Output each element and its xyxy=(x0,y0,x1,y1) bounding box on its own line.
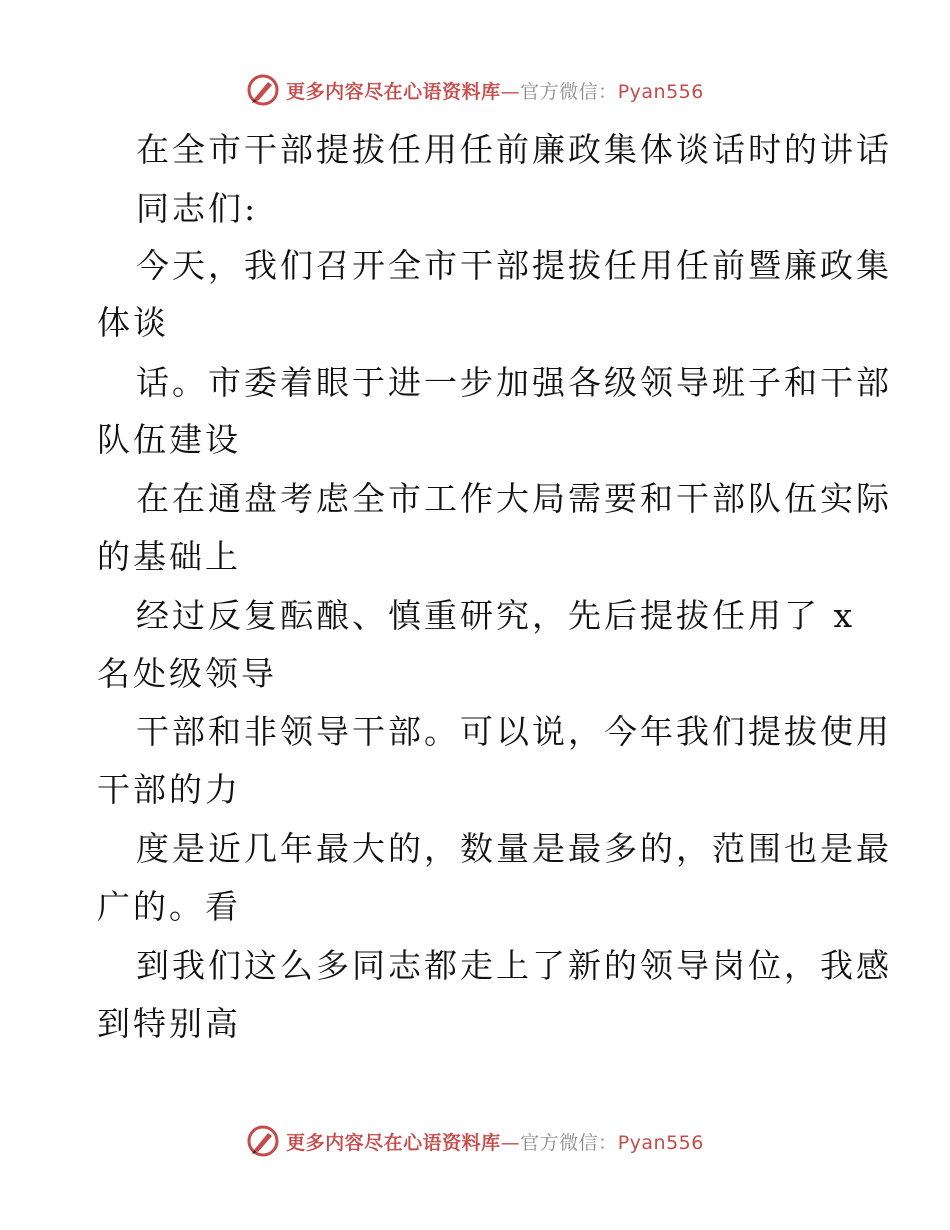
paragraph-line: 干部的力 xyxy=(97,770,241,809)
paragraph-line: 经过反复酝酿、慎重研究，先后提拔任用了 x xyxy=(136,596,856,635)
paragraph-line: 在在通盘考虑全市工作大局需要和干部队伍实际 xyxy=(136,479,892,518)
paragraph-line: 干部和非领导干部。可以说，今年我们提拔使用 xyxy=(136,712,892,751)
paragraph-line: 到我们这么多同志都走上了新的领导岗位，我感 xyxy=(136,946,892,985)
footer-banner-dash: — xyxy=(500,1131,521,1154)
footer-banner-content xyxy=(246,1124,704,1158)
paragraph-line: 广的。看 xyxy=(97,887,241,926)
paragraph-line: 体谈 xyxy=(97,303,169,342)
paragraph-line: 的基础上 xyxy=(97,537,241,576)
pen-circle-logo-icon xyxy=(246,1124,280,1158)
paragraph-line: 度是近几年最大的，数量是最多的，范围也是最 xyxy=(136,829,892,868)
paragraph-line: 话。市委着眼于进一步加强各级领导班子和干部 xyxy=(136,363,892,402)
header-banner-text xyxy=(286,77,704,104)
pen-circle-logo-icon xyxy=(246,73,280,107)
header-banner-content xyxy=(246,73,704,107)
header-banner-dash: — xyxy=(500,80,521,103)
header-banner-handle: Pyan556 xyxy=(617,80,704,103)
footer-banner xyxy=(0,1119,950,1163)
header-banner-main: 更多内容尽在心语资料库 xyxy=(286,80,501,103)
salutation: 同志们: xyxy=(136,189,259,228)
footer-banner-label: 官方微信： xyxy=(520,1131,618,1154)
document-title: 在全市干部提拔任用任前廉政集体谈话时的讲话 xyxy=(136,130,892,169)
paragraph-line: 到特别高 xyxy=(97,1004,241,1043)
paragraph-line: 今天，我们召开全市干部提拔任用任前暨廉政集 xyxy=(136,246,892,285)
footer-banner-text xyxy=(286,1128,704,1155)
paragraph-line: 队伍建设 xyxy=(97,420,241,459)
footer-banner-handle: Pyan556 xyxy=(617,1131,704,1154)
header-banner-label: 官方微信： xyxy=(520,80,618,103)
footer-banner-main: 更多内容尽在心语资料库 xyxy=(286,1131,501,1154)
header-banner xyxy=(0,68,950,112)
paragraph-line: 名处级领导 xyxy=(97,654,277,693)
